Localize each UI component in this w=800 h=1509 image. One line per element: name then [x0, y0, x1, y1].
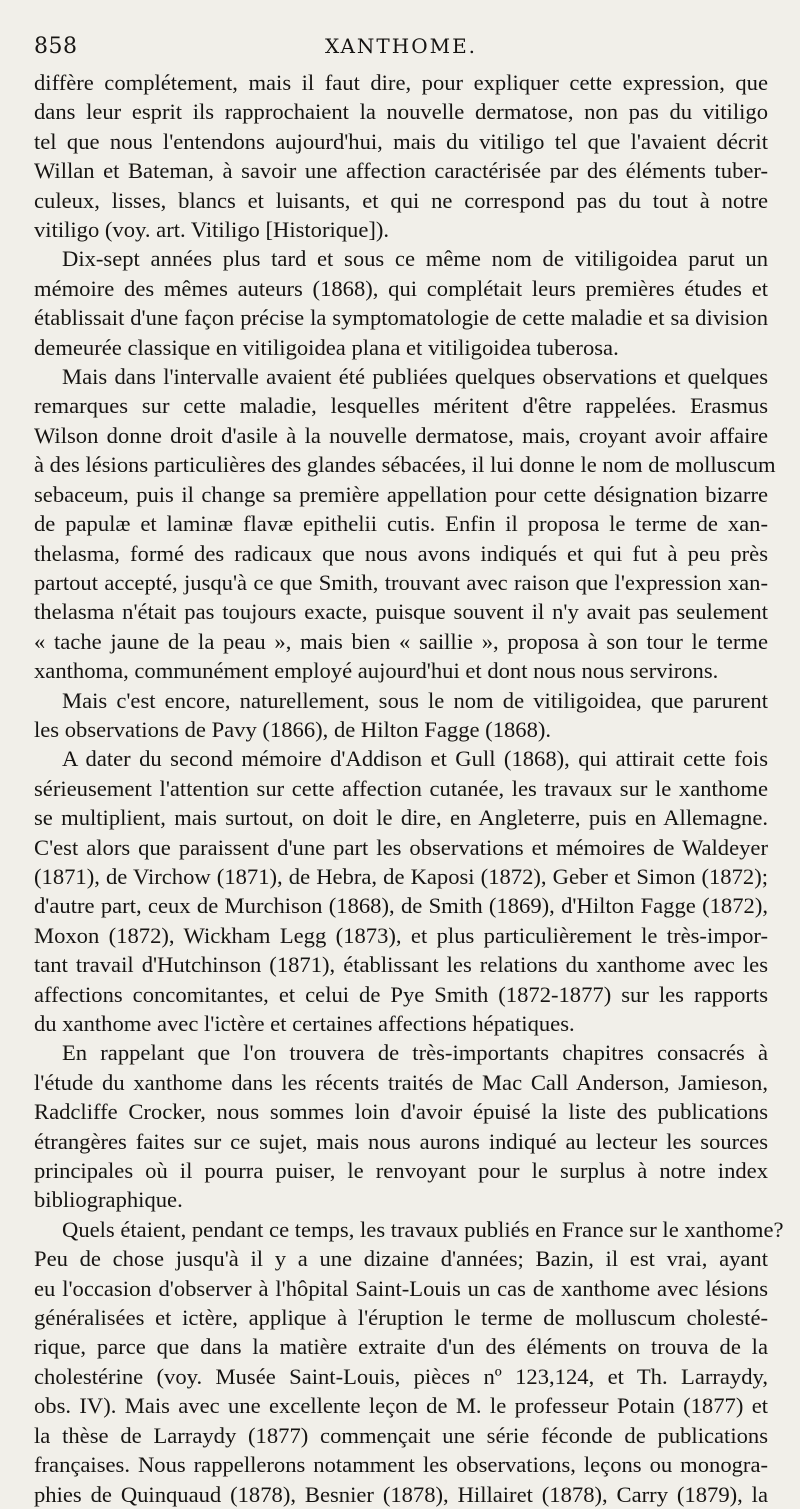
- text-line: vitiligo (voy. art. Vitiligo [Historique]).: [34, 217, 390, 243]
- text-line: rique, parce que dans la matière extraite d'un des éléments on trouva de la: [34, 1334, 768, 1360]
- text-line: étrangères faites sur ce sujet, mais nous aurons indiqué au lecteur les sources: [34, 1128, 768, 1154]
- text-line: culeux, lisses, blancs et luisants, et qui ne correspond pas du tout à notre: [34, 187, 768, 213]
- text-line: la thèse de Larraydy (1877) commençait une série féconde de publications: [34, 1422, 768, 1448]
- text-line: thelasma n'était pas toujours exacte, puisque souvent il n'y avait pas seulement: [34, 599, 768, 625]
- text-line: Mais dans l'intervalle avaient été publiées quelques observations et quelques: [62, 364, 768, 390]
- text-line: affections concomitantes, et celui de Pye Smith (1872-1877) sur les rapports: [34, 981, 768, 1007]
- text-line: C'est alors que paraissent d'une part les observations et mémoires de Waldeyer: [34, 834, 768, 860]
- text-line: phies de Quinquaud (1878), Besnier (1878), Hillairet (1878), Carry (1879), la: [34, 1481, 768, 1507]
- text-line: se multiplient, mais surtout, on doit le dire, en Angleterre, puis en Allemagne.: [34, 805, 768, 831]
- text-line: A dater du second mémoire d'Addison et Gull (1868), qui attirait cette fois: [62, 746, 768, 772]
- text-line: du xanthome avec l'ictère et certaines affections hépatiques.: [34, 1011, 575, 1036]
- text-line: d'autre part, ceux de Murchison (1868), de Smith (1869), d'Hilton Fagge (1872),: [34, 893, 768, 919]
- text-line: sérieusement l'attention sur cette affection cutanée, les travaux sur le xanthome: [34, 775, 768, 801]
- text-line: à des lésions particulières des glandes sébacées, il lui donne le nom de molluscum: [34, 452, 776, 478]
- text-line: tel que nous l'entendons aujourd'hui, mais du vitiligo tel que l'avaient décrit: [34, 128, 768, 154]
- text-line: diffère complétement, mais il faut dire, pour expliquer cette expression, que: [34, 70, 768, 95]
- text-line: Peu de chose jusqu'à il y a une dizaine d'années; Bazin, il est vrai, ayant: [34, 1246, 768, 1272]
- text-line: l'étude du xanthome dans les récents traités de Mac Call Anderson, Jamieson,: [34, 1069, 768, 1095]
- text-line: de papulæ et laminæ flavæ epithelii cutis. Enfin il proposa le terme de xan-: [34, 511, 768, 537]
- text-line: cholestérine (voy. Musée Saint-Louis, pièces nº 123,124, et Th. Larraydy,: [34, 1363, 768, 1389]
- text-line: Wilson donne droit d'asile à la nouvelle dermatose, mais, croyant avoir affaire: [34, 422, 768, 448]
- text-line: Mais c'est encore, naturellement, sous le nom de vitiligoidea, que parurent: [62, 687, 768, 713]
- text-line: (1871), de Virchow (1871), de Hebra, de Kaposi (1872), Geber et Simon (1872);: [34, 863, 768, 889]
- text-line: Quels étaient, pendant ce temps, les travaux publiés en France sur le xanthome?: [62, 1216, 784, 1242]
- text-line: établissait d'une façon précise la symptomatologie de cette maladie et sa division: [34, 305, 768, 331]
- text-line: bibliographique.: [34, 1187, 183, 1213]
- body-text: [34, 68, 784, 1509]
- text-line: Willan et Bateman, à savoir une affection caractérisée par des éléments tuber-: [34, 158, 768, 184]
- running-title: XANTHOME.: [324, 34, 478, 58]
- text-line: demeurée classique en vitiligoidea plana et vitiligoidea tuberosa.: [34, 334, 619, 360]
- text-line: thelasma, formé des radicaux que nous avons indiqués et qui fut à peu près: [34, 540, 768, 566]
- text-line: principales où il pourra puiser, le renvoyant pour le surplus à notre index: [34, 1158, 768, 1184]
- text-line: xanthoma, communément employé aujourd'hui et dont nous nous servirons.: [34, 658, 719, 684]
- text-line: obs. IV). Mais avec une excellente leçon de M. le professeur Potain (1877) et: [34, 1393, 768, 1419]
- text-line: remarques sur cette maladie, lesquelles méritent d'être rappelées. Erasmus: [34, 393, 768, 419]
- text-line: eu l'occasion d'observer à l'hôpital Saint-Louis un cas de xanthome avec lésions: [34, 1275, 768, 1301]
- text-line: En rappelant que l'on trouvera de très-importants chapitres consacrés à: [62, 1040, 768, 1066]
- text-line: Radcliffe Crocker, nous sommes loin d'avoir épuisé la liste des publications: [34, 1099, 768, 1125]
- page-header: [34, 30, 768, 70]
- text-line: tant travail d'Hutchinson (1871), établissant les relations du xanthome avec les: [34, 952, 768, 978]
- text-line: « tache jaune de la peau », mais bien « saillie », proposa à son tour le terme: [34, 628, 768, 654]
- text-line: mémoire des mêmes auteurs (1868), qui complétait leurs premières études et: [34, 275, 768, 301]
- text-line: françaises. Nous rappellerons notamment les observations, leçons ou monogra-: [34, 1452, 768, 1478]
- text-line: les observations de Pavy (1866), de Hilton Fagge (1868).: [34, 716, 552, 742]
- text-line: partout accepté, jusqu'à ce que Smith, trouvant avec raison que l'expression xan-: [34, 569, 768, 595]
- text-line: sebaceum, puis il change sa première appellation pour cette désignation bizarre: [34, 481, 768, 507]
- text-line: généralisées et ictère, applique à l'éruption le terme de molluscum cholesté-: [34, 1305, 768, 1331]
- text-line: dans leur esprit ils rapprochaient la nouvelle dermatose, non pas du vitiligo: [34, 99, 768, 125]
- text-line: Dix-sept années plus tard et sous ce même nom de vitiligoidea parut un: [62, 246, 768, 272]
- text-line: Moxon (1872), Wickham Legg (1873), et plus particulièrement le très-impor-: [34, 922, 768, 948]
- page-number: 858: [34, 34, 78, 59]
